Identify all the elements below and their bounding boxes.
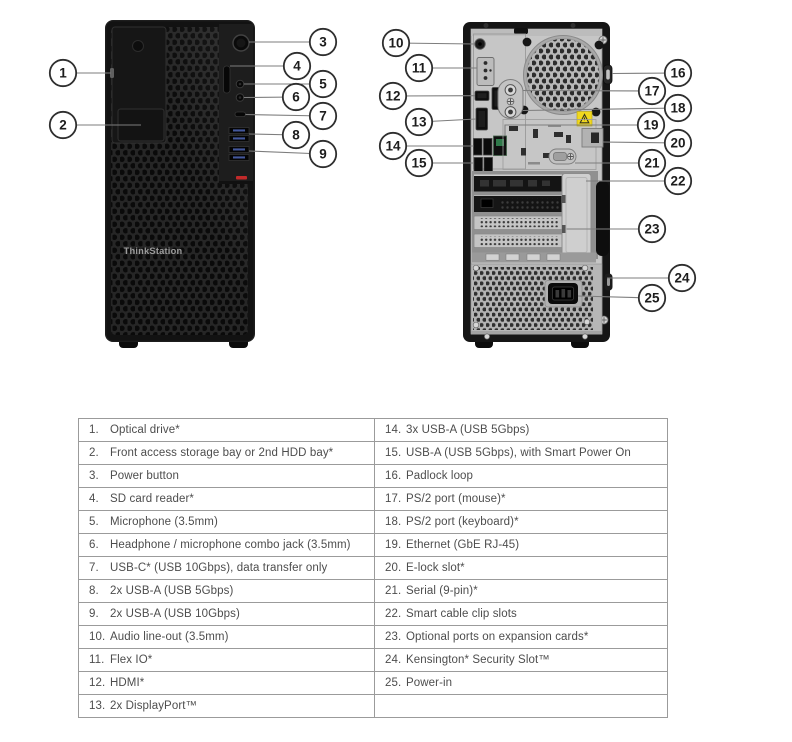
usb-c-port — [235, 112, 246, 117]
psu-area — [471, 264, 602, 332]
svg-text:5: 5 — [319, 76, 327, 92]
ps2-ports — [498, 80, 523, 119]
part-entry-16: 16. Padlock loop — [375, 465, 668, 488]
top-notch — [514, 28, 528, 34]
serial-port-knockout — [549, 149, 576, 164]
svg-text:17: 17 — [644, 83, 660, 99]
screw-icon — [484, 334, 489, 339]
screw-icon — [582, 265, 588, 271]
callout-18 — [665, 95, 691, 121]
part-entry-15: 15. USB-A (USB 5Gbps), with Smart Power On — [375, 442, 668, 465]
cable-clip-bracket — [562, 174, 591, 257]
svg-text:3: 3 — [319, 34, 327, 50]
part-entry-10: 10. Audio line-out (3.5mm) — [79, 626, 375, 649]
svg-text:16: 16 — [670, 65, 686, 81]
screw-icon — [584, 319, 590, 325]
callout-8 — [283, 122, 309, 148]
thinkstation-logo: ThinkStation — [123, 246, 183, 256]
hdmi-port — [475, 91, 489, 101]
callout-21 — [639, 150, 665, 176]
callout-10 — [383, 30, 409, 56]
part-entry-19: 19. Ethernet (GbE RJ-45) — [375, 534, 668, 557]
callout-9 — [310, 141, 336, 167]
flex-io-slot — [477, 58, 494, 86]
part-entry-7: 7. USB-C* (USB 10Gbps), data transfer only — [79, 557, 375, 580]
part-entry-24: 24. Kensington* Security Slot™ — [375, 649, 668, 672]
callout-16 — [665, 60, 691, 86]
part-entry-3: 3. Power button — [79, 465, 375, 488]
red-accent — [236, 176, 247, 180]
part-entry-13: 13. 2x DisplayPort™ — [79, 695, 375, 718]
displayport-2 — [476, 108, 488, 130]
padlock-loop — [604, 65, 613, 84]
front-port-strip — [219, 24, 253, 184]
svg-text:19: 19 — [643, 117, 659, 133]
svg-text:7: 7 — [319, 108, 327, 124]
part-entry-12: 12. HDMI* — [79, 672, 375, 695]
svg-text:2: 2 — [59, 117, 67, 133]
callout-20 — [665, 130, 691, 156]
svg-text:11: 11 — [411, 60, 427, 76]
svg-text:22: 22 — [670, 173, 686, 189]
svg-text:10: 10 — [388, 35, 404, 51]
warning-label-icon — [577, 112, 592, 127]
kensington-slot — [605, 274, 613, 291]
callout-14 — [380, 133, 406, 159]
svg-text:18: 18 — [670, 100, 686, 116]
callout-22 — [665, 168, 691, 194]
callout-13 — [406, 109, 432, 135]
svg-text:6: 6 — [292, 89, 300, 105]
callout-24 — [669, 265, 695, 291]
svg-text:21: 21 — [644, 155, 660, 171]
power-inlet — [545, 281, 582, 308]
part-entry-empty — [375, 695, 668, 718]
screw-icon — [473, 265, 479, 271]
callout-6 — [283, 84, 309, 110]
callout-7 — [310, 103, 336, 129]
part-entry-4: 4. SD card reader* — [79, 488, 375, 511]
callout-2 — [50, 112, 76, 138]
part-entry-9: 9. 2x USB-A (USB 10Gbps) — [79, 603, 375, 626]
svg-text:20: 20 — [670, 135, 686, 151]
part-entry-6: 6. Headphone / microphone combo jack (3.5mm) — [79, 534, 375, 557]
svg-text:23: 23 — [644, 221, 660, 237]
expansion-card-1 — [474, 175, 566, 192]
part-entry-22: 22. Smart cable clip slots — [375, 603, 668, 626]
svg-text:4: 4 — [293, 58, 301, 74]
e-lock-slot — [582, 129, 603, 148]
callout-11 — [406, 55, 432, 81]
callout-15 — [406, 150, 432, 176]
svg-text:12: 12 — [385, 88, 401, 104]
svg-text:8: 8 — [292, 127, 300, 143]
svg-text:9: 9 — [319, 146, 327, 162]
screw-icon — [473, 322, 479, 328]
callout-5 — [310, 71, 336, 97]
screw-icon — [484, 23, 489, 28]
svg-text:15: 15 — [411, 155, 427, 171]
part-entry-11: 11. Flex IO* — [79, 649, 375, 672]
part-entry-21: 21. Serial (9-pin)* — [375, 580, 668, 603]
screw-icon — [582, 334, 587, 339]
rear-tower — [463, 22, 613, 348]
svg-text:1: 1 — [59, 65, 67, 81]
blank-slot-cover-2 — [474, 234, 567, 248]
part-entry-14: 14. 3x USB-A (USB 5Gbps) — [375, 419, 668, 442]
part-entry-2: 2. Front access storage bay or 2nd HDD bay* — [79, 442, 375, 465]
svg-text:14: 14 — [385, 138, 401, 154]
part-entry-5: 5. Microphone (3.5mm) — [79, 511, 375, 534]
part-entry-23: 23. Optional ports on expansion cards* — [375, 626, 668, 649]
callout-19 — [638, 112, 664, 138]
parts-table — [78, 418, 668, 718]
part-entry-17: 17. PS/2 port (mouse)* — [375, 488, 668, 511]
callout-25 — [639, 285, 665, 311]
callout-3 — [310, 29, 336, 55]
expansion-slots — [472, 171, 609, 259]
part-entry-1: 1. Optical drive* — [79, 419, 375, 442]
audio-line-out-port — [475, 39, 485, 49]
sd-card-slot — [224, 66, 231, 93]
part-entry-25: 25. Power-in — [375, 672, 668, 695]
callout-4 — [284, 53, 310, 79]
callout-1 — [50, 60, 76, 86]
callout-12 — [380, 83, 406, 109]
rear-latch — [596, 181, 609, 256]
part-entry-18: 18. PS/2 port (keyboard)* — [375, 511, 668, 534]
svg-text:24: 24 — [674, 270, 690, 286]
front-tower — [105, 20, 255, 348]
callout-17 — [639, 78, 665, 104]
blank-slot-cover-1 — [474, 216, 567, 230]
svg-text:25: 25 — [644, 290, 660, 306]
svg-text:13: 13 — [411, 114, 427, 130]
part-entry-8: 8. 2x USB-A (USB 5Gbps) — [79, 580, 375, 603]
ethernet-port — [494, 136, 507, 156]
callout-23 — [639, 216, 665, 242]
smart-cable-clip-slots — [472, 253, 596, 263]
part-entry-20: 20. E-lock slot* — [375, 557, 668, 580]
screw-icon — [571, 23, 576, 28]
expansion-card-2 — [474, 195, 566, 212]
eject-button — [133, 41, 144, 52]
